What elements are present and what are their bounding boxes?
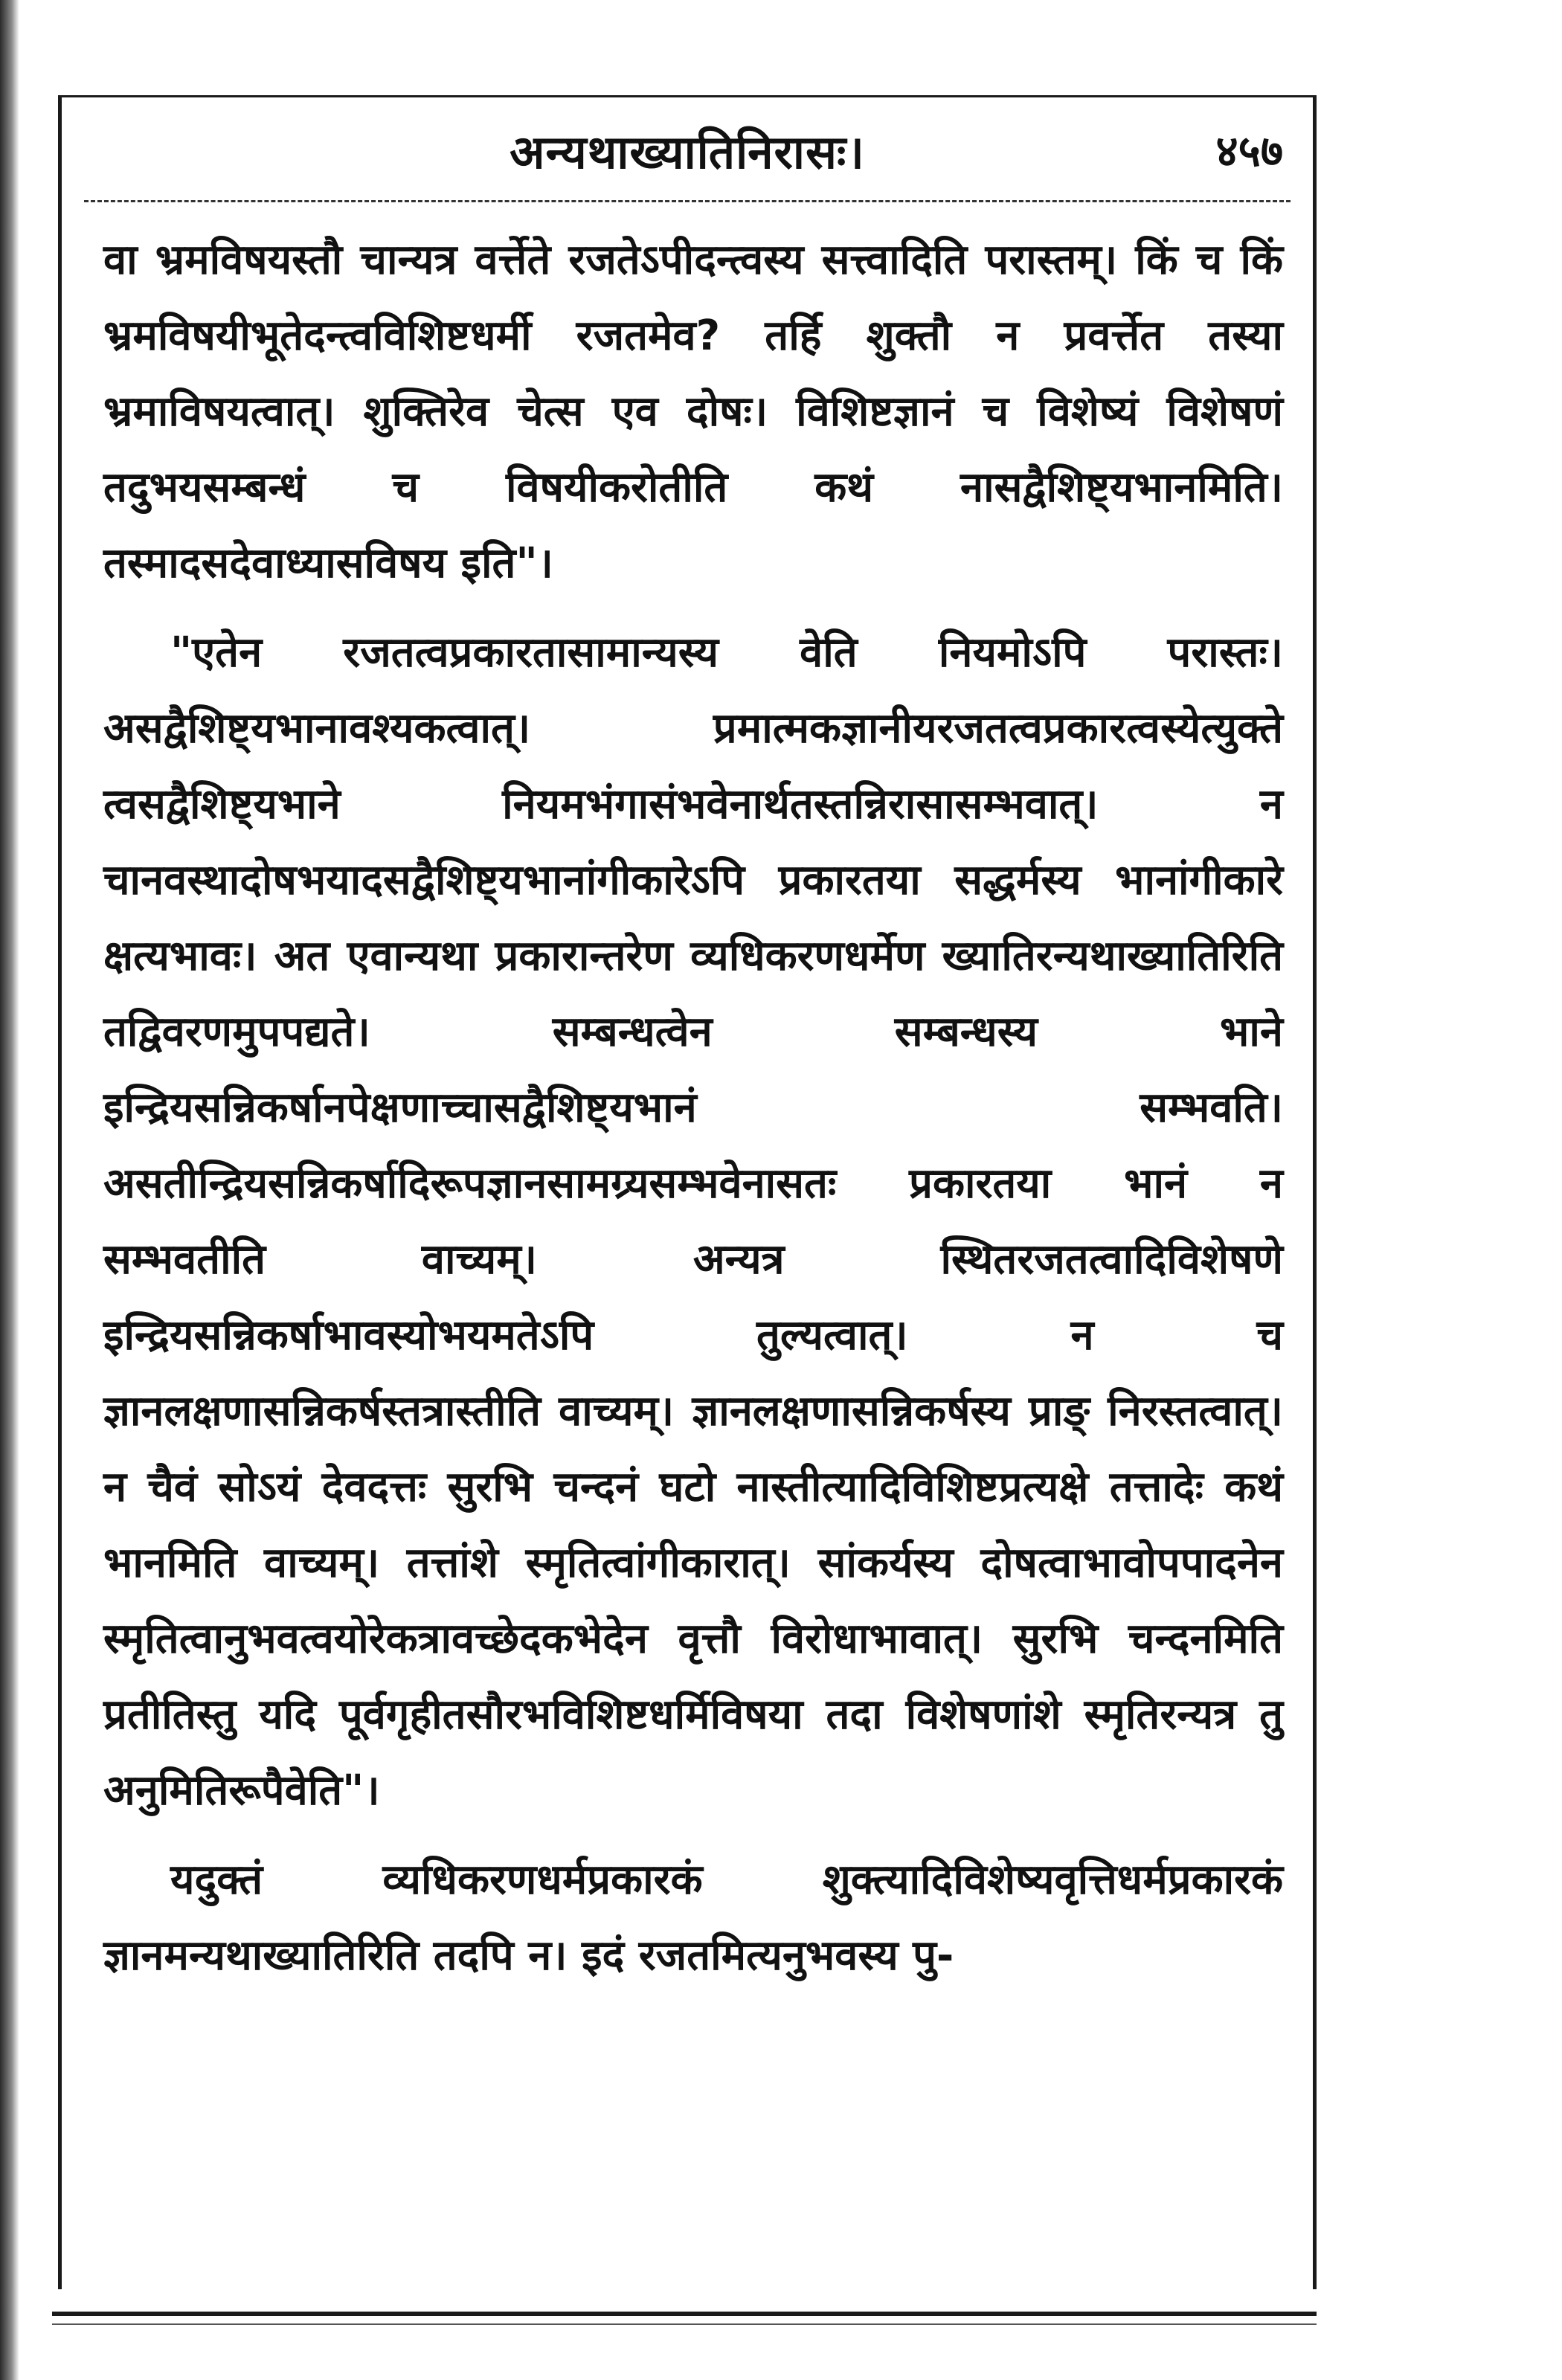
page-number: ४५७: [1215, 126, 1283, 176]
paragraph-1: वा भ्रमविषयस्तौ चान्यत्र वर्त्तेते रजतेऽपीदन्त्वस्य सत्त्वादिति परास्तम्। किं च किं भ्रमविषयीभूतेदन्त्वविशिष्टधर्मी रजतमेव? तर्हि शुक्तौ न प्रवर्त्तेत तस्या भ्रमाविषयत्वात्। शुक्तिरेव चेत्स एव दोषः। विशिष्टज्ञानं च विशेष्यं विशेषणं तदुभयसम्बन्धं च विषयीकरोतीति कथं नासद्वैशिष्ट्यभानमिति। तस्मादसदेवाध्यासविषय इति"।: [103, 236, 1283, 588]
bottom-rule-thin: [52, 2323, 1317, 2325]
page-header: [62, 114, 1313, 181]
bottom-rule: [52, 2312, 1317, 2316]
paragraph-2: "एतेन रजतत्वप्रकारतासामान्यस्य वेति नियमोऽपि परास्तः। असद्वैशिष्ट्यभानावश्यकत्वात्। प्रमात्मकज्ञानीयरजतत्वप्रकारत्वस्येत्युक्ते त्वसद्वैशिष्ट्यभाने नियमभंगासंभवेनार्थतस्तन्निरासासम्भवात्। न चानवस्थादोषभयादसद्वैशिष्ट्यभानांगीकारेऽपि प्रकारतया सद्धर्मस्य भानांगीकारे क्षत्यभावः। अत एवान्यथा प्रकारान्तरेण व्यधिकरणधर्मेण ख्यातिरन्यथाख्यातिरिति तद्विवरणमुपपद्यते। सम्बन्धत्वेन सम्बन्धस्य भाने इन्द्रियसन्निकर्षानपेक्षणाच्चासद्वैशिष्ट्यभानं सम्भवति। असतीन्द्रियसन्निकर्षादिरूपज्ञानसामग्र्यसम्भवेनासतः प्रकारतया भानं न सम्भवतीति वाच्यम्। अन्यत्र स्थितरजतत्वादिविशेषणे इन्द्रियसन्निकर्षाभावस्योभयमतेऽपि तुल्यत्वात्। न च ज्ञानलक्षणासन्निकर्षस्तत्रास्तीति वाच्यम्। ज्ञानलक्षणासन्निकर्षस्य प्राङ् निरस्तत्वात्। न चैवं सोऽयं देवदत्तः सुरभि चन्दनं घटो नास्तीत्यादिविशिष्टप्रत्यक्षे तत्तादेः कथं भानमिति वाच्यम्। तत्तांशे स्मृतित्वांगीकारात्। सांकर्यस्य दोषत्वाभावोपपादनेन स्मृतित्वानुभवत्वयोरेकत्रावच्छेदकभेदेन वृत्तौ विरोधाभावात्। सुरभि चन्दनमिति प्रतीतिस्तु यदि पूर्वगृहीतसौरभविशिष्टधर्मिविषया तदा विशेषणांशे स्मृतिरन्यत्र तु अनुमितिरूपैवेति"।: [103, 628, 1283, 1815]
running-head: अन्यथाख्यातिनिरासः।: [510, 125, 865, 179]
scan-edge: [0, 0, 19, 2380]
body-text: [103, 222, 1283, 1994]
header-divider: [84, 200, 1291, 202]
paragraph-3: यदुक्तं व्यधिकरणधर्मप्रकारकं शुक्त्यादिविशेष्यवृत्तिधर्मप्रकारकं ज्ञानमन्यथाख्यातिरिति तदपि न। इदं रजतमित्यनुभवस्य पु-: [103, 1856, 1283, 1980]
page-frame: [58, 95, 1317, 2289]
